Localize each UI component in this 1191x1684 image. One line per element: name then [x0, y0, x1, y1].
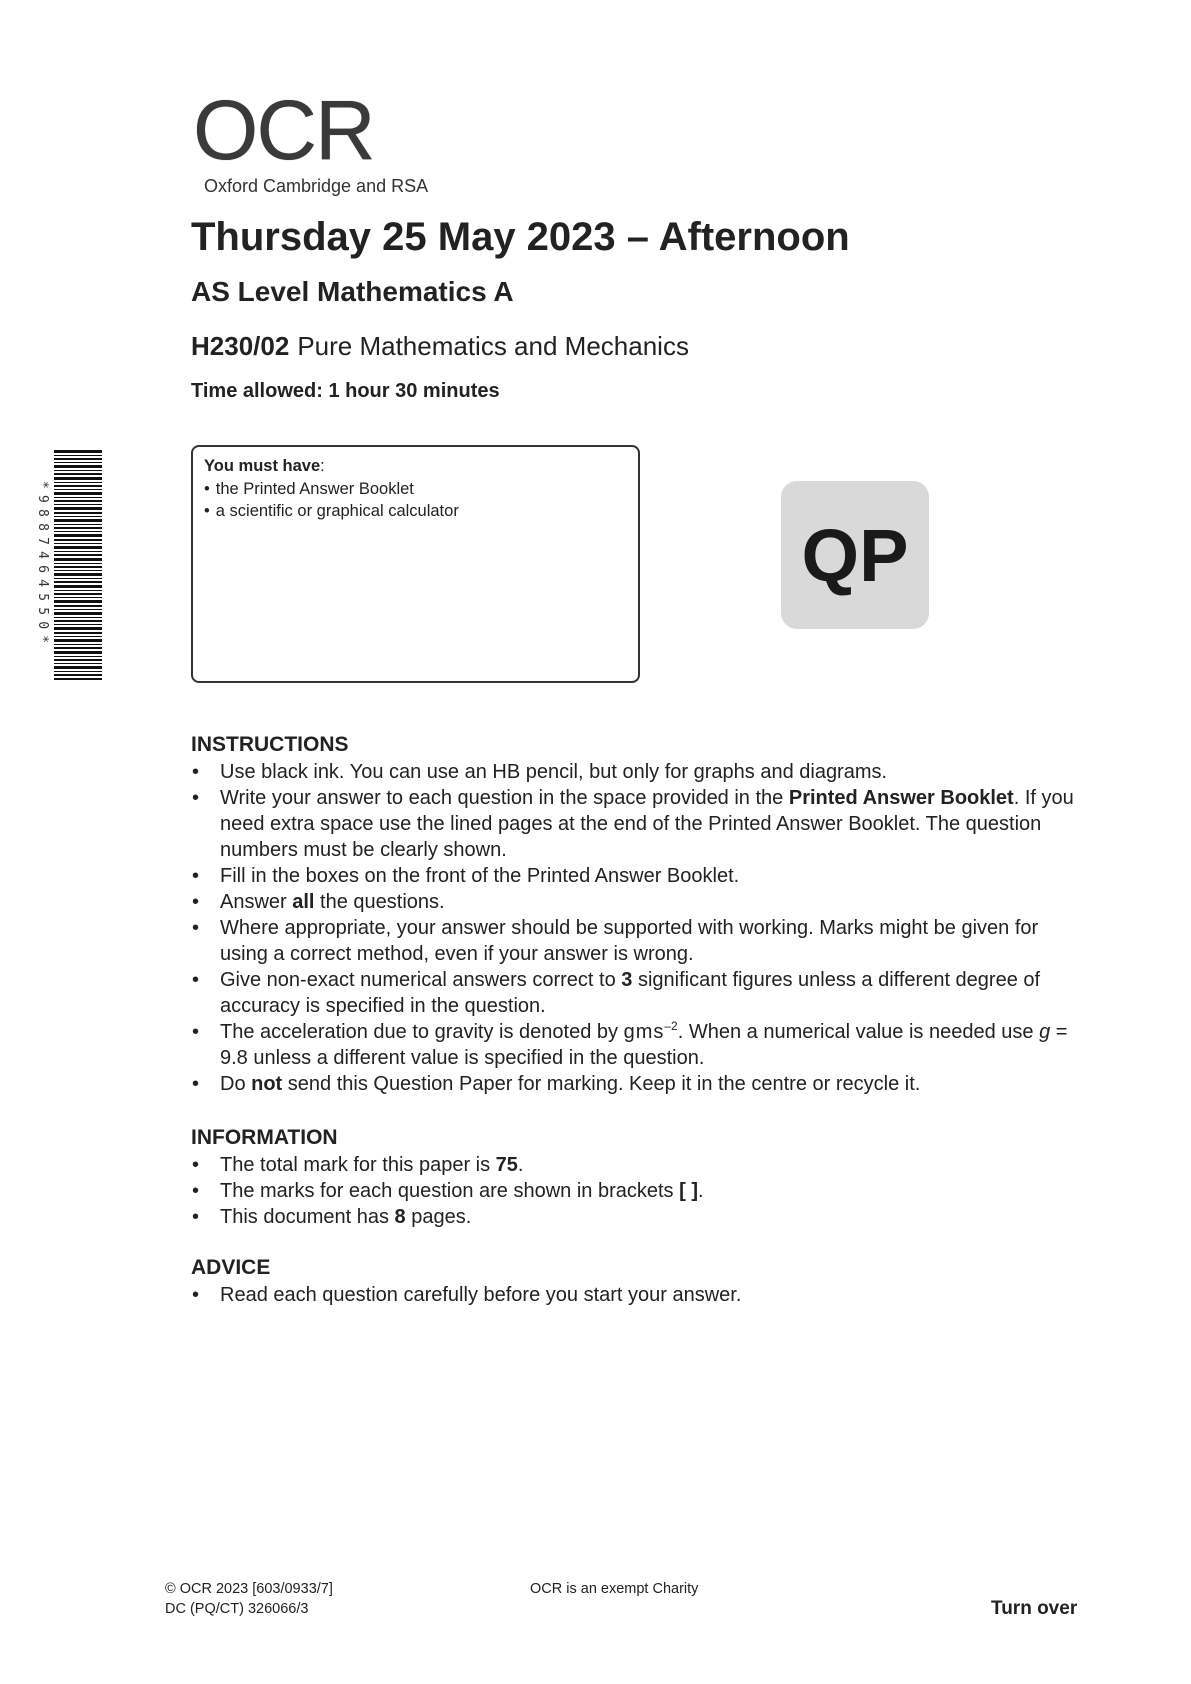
information-heading: INFORMATION — [191, 1126, 338, 1149]
must-have-item: • the Printed Answer Booklet — [204, 478, 627, 500]
instruction-item: • The acceleration due to gravity is denoted by gms$^{-2}$. When a numerical value is needed use g = 9.8 unless a different value is specified in the question. — [191, 1019, 1091, 1071]
ocr-logo-subtitle: Oxford Cambridge and RSA — [204, 176, 429, 196]
instruction-item: • Fill in the boxes on the front of the Printed Answer Booklet. — [191, 863, 1091, 889]
advice-section — [191, 1256, 1091, 1308]
exam-level: AS Level Mathematics A — [191, 276, 514, 307]
instruction-item: • Write your answer to each question in the space provided in the Printed Answer Booklet. If you need extra space use the lined pages at the end of the Printed Answer Booklet. The question numbers must be clearly shown. — [191, 785, 1091, 863]
must-have-heading: You must have: — [204, 457, 325, 475]
copyright: © OCR 2023 [603/0933/7] — [165, 1581, 333, 1597]
footer-left — [165, 1579, 333, 1619]
qp-badge: QP — [781, 481, 929, 629]
must-have-item: • a scientific or graphical calculator — [204, 500, 627, 522]
instruction-item: • Do not send this Question Paper for marking. Keep it in the centre or recycle it. — [191, 1071, 1091, 1097]
advice-heading: ADVICE — [191, 1256, 271, 1279]
paper-name: Pure Mathematics and Mechanics — [297, 331, 689, 361]
information-item: • The marks for each question are shown in brackets [ ]. — [191, 1178, 1091, 1204]
instructions-section — [191, 733, 1091, 1097]
document-ref: DC (PQ/CT) 326066/3 — [165, 1601, 309, 1617]
advice-item: • Read each question carefully before you start your answer. — [191, 1282, 1091, 1308]
information-item: • This document has 8 pages. — [191, 1204, 1091, 1230]
must-have-list — [204, 478, 627, 522]
exam-date-title: Thursday 25 May 2023 – Afternoon — [191, 215, 850, 259]
information-item: • The total mark for this paper is 75. — [191, 1152, 1091, 1178]
time-allowed: Time allowed: 1 hour 30 minutes — [191, 380, 500, 402]
paper-code: H230/02 — [191, 331, 290, 361]
instruction-item: • Answer all the questions. — [191, 889, 1091, 915]
paper-code-line — [191, 331, 689, 362]
turn-over: Turn over — [991, 1598, 1078, 1619]
barcode-digits: *9887464550* — [35, 480, 50, 650]
information-section — [191, 1126, 1091, 1230]
must-have-box — [191, 445, 640, 683]
instruction-item: • Give non-exact numerical answers correct to 3 significant figures unless a different degree of accuracy is specified in the question. — [191, 967, 1091, 1019]
instructions-heading: INSTRUCTIONS — [191, 733, 349, 756]
ocr-logo: OCR — [193, 83, 374, 177]
instruction-item: • Where appropriate, your answer should be supported with working. Marks might be given for using a correct method, even if your answer is wrong. — [191, 915, 1091, 967]
barcode-icon — [54, 450, 102, 680]
instruction-item: • Use black ink. You can use an HB pencil, but only for graphs and diagrams. — [191, 759, 1091, 785]
charity-note: OCR is an exempt Charity — [530, 1581, 699, 1597]
